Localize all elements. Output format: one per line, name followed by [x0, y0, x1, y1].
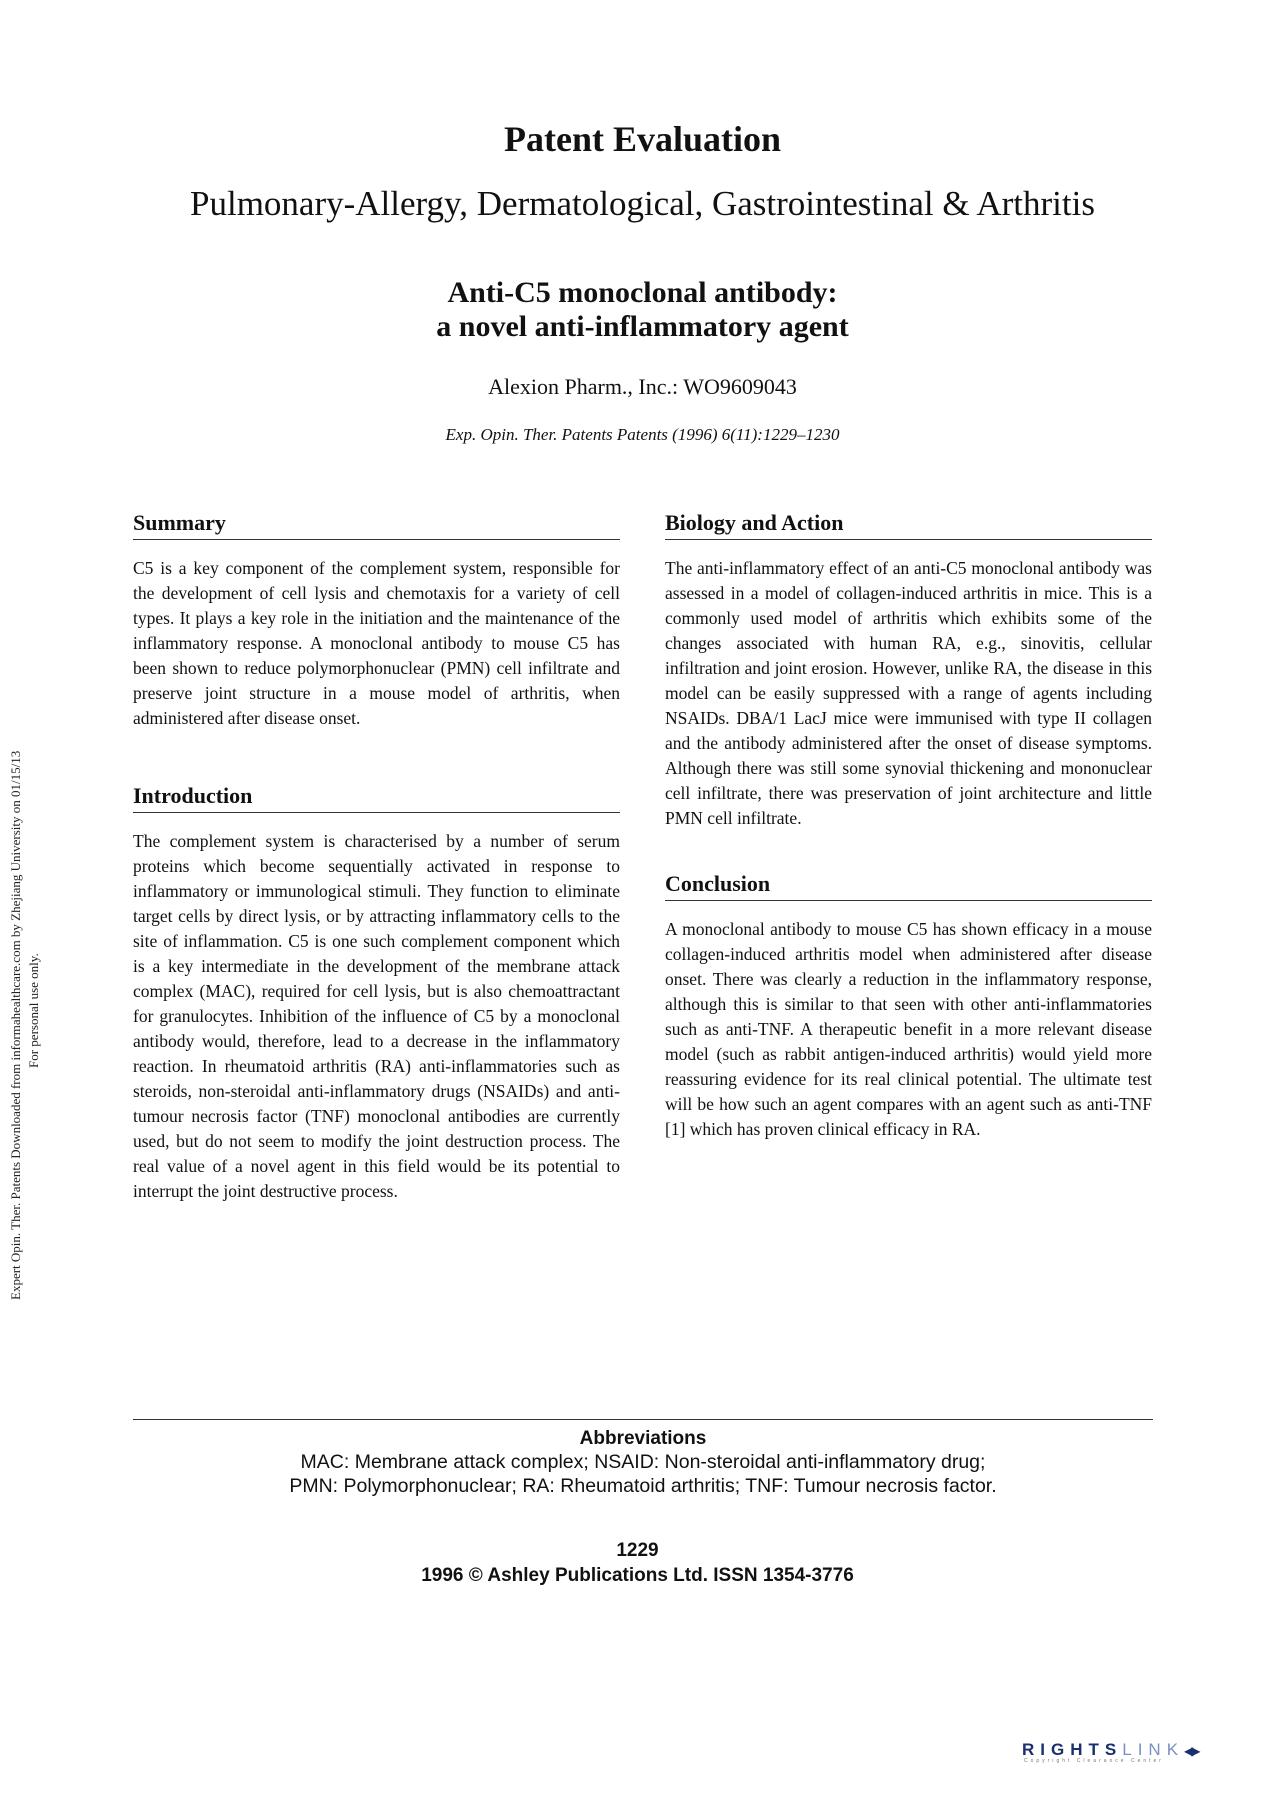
rightslink-subtitle: Copyright Clearance Center	[1024, 1758, 1164, 1764]
rightslink-part2: LINK	[1122, 1740, 1185, 1759]
side-note-line1: Expert Opin. Ther. Patents Downloaded from informahealthcare.com by Zhejiang University on 01/15/13	[8, 750, 23, 1300]
article-category: Pulmonary-Allergy, Dermatological, Gastrointestinal & Arthritis	[190, 184, 1095, 223]
conclusion-text: A monoclonal antibody to mouse C5 has shown efficacy in a mouse collagen-induced arthritis model when administered after disease onset. There was clearly a reduction in the inflammatory response, although this is similar to that seen with other anti-inflammatories such as anti-TNF. A therapeutic benefit in a more relevant disease model (such as rabbit antigen-induced arthritis) would yield more reassuring evidence for its real clinical potential. The ultimate test will be how such an agent compares with an agent such as anti-TNF [1] which has proven clinical efficacy in RA.	[665, 919, 1152, 1139]
abbreviations-line2: PMN: Polymorphonuclear; RA: Rheumatoid arthritis; TNF: Tumour necrosis factor.	[289, 1475, 997, 1497]
conclusion-heading: Conclusion	[665, 871, 1152, 901]
rightslink-logo[interactable]	[1022, 1740, 1199, 1764]
right-column	[665, 510, 1152, 1142]
biology-text: The anti-inflammatory effect of an anti-C5 monoclonal antibody was assessed in a model of collagen-induced arthritis in mice. This is a commonly used model of arthritis which exhibits some of the changes associated with human RA, e.g., sinovitis, cellular infiltration and joint erosion. However, unlike RA, the disease in this model can be easily suppressed with a range of agents including NSAIDs. DBA/1 LacJ mice were immunised with type II collagen and the antibody administered after the onset of disease symptoms. Although there was still some synovial thickening and mononuclear cell infiltrate, there was preservation of joint architecture and little PMN cell infiltrate.	[665, 558, 1152, 828]
article-title-line1: Anti-C5 monoclonal antibody:	[447, 276, 838, 309]
side-watermark	[2, 540, 62, 1300]
abbreviations-title: Abbreviations	[579, 1428, 707, 1449]
page-number: 1229	[616, 1540, 659, 1561]
summary-text: C5 is a key component of the complement system, responsible for the development of cell lysis and chemotaxis for a variety of cell types. It plays a key role in the initiation and the maintenance of the inflammatory response. A monoclonal antibody to mouse C5 has been shown to reduce polymorphonuclear (PMN) cell infiltrate and preserve joint structure in a mouse model of arthritis, when administered after disease onset.	[133, 558, 620, 728]
patent-company: Alexion Pharm., Inc.: WO9609043	[488, 374, 797, 399]
left-column	[133, 510, 620, 1204]
abbreviations-line1: MAC: Membrane attack complex; NSAID: Non-steroidal anti-inflammatory drug;	[300, 1451, 986, 1473]
summary-heading: Summary	[133, 510, 620, 540]
abbreviations-box	[133, 1419, 1153, 1498]
side-note-line2: For personal use only.	[26, 953, 41, 1068]
citation: Exp. Opin. Ther. Patents Patents (1996) 6(11):1229–1230	[445, 425, 840, 444]
publisher-line: 1996 © Ashley Publications Ltd. ISSN 1354-3776	[421, 1565, 854, 1586]
introduction-heading: Introduction	[133, 783, 620, 813]
rightslink-part1: RIGHTS	[1022, 1740, 1123, 1759]
article-type: Patent Evaluation	[503, 119, 781, 159]
biology-heading: Biology and Action	[665, 510, 1152, 540]
article-title-line2: a novel anti-inflammatory agent	[436, 310, 849, 343]
introduction-text: The complement system is characterised by a number of serum proteins which become sequentially activated in response to inflammatory or immunological stimuli. They function to eliminate target cells by direct lysis, or by attracting inflammatory cells to the site of inflammation. C5 is one such complement component which is a key intermediate in the development of the membrane attack complex (MAC), required for cell lysis, but is also chemoattractant for granulocytes. Inhibition of the influence of C5 by a monoclonal antibody would, therefore, lead to a decrease in the inflammatory reaction. In rheumatoid arthritis (RA) anti-inflammatories such as steroids, non-steroidal anti-inflammatory drugs (NSAIDs) and anti-tumour necrosis factor (TNF) monoclonal antibodies are currently used, but do not seem to modify the joint destruction process. The real value of a novel agent in this field would be its potential to interrupt the joint destructive process.	[133, 831, 620, 1201]
rightslink-arrow-icon: ◀▶	[1184, 1744, 1199, 1758]
